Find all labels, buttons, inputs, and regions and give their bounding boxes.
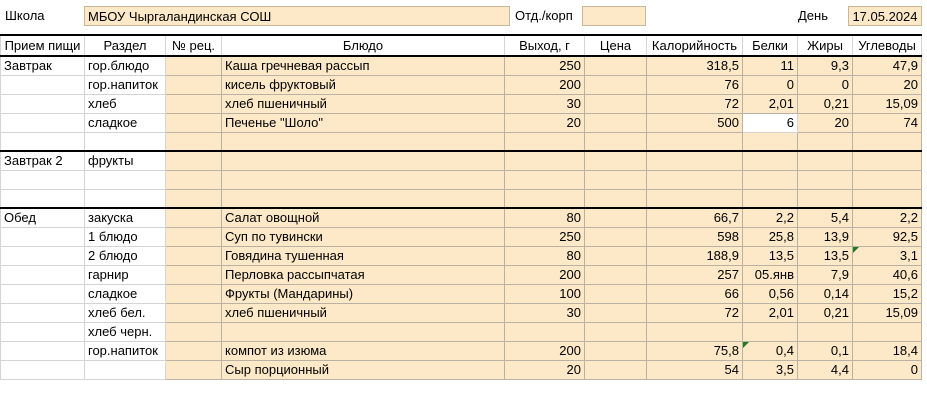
price-cell[interactable]: [585, 360, 647, 379]
price-cell[interactable]: [585, 113, 647, 132]
fat-cell[interactable]: [798, 189, 853, 208]
dish-cell[interactable]: Суп по тувински: [222, 227, 505, 246]
protein-cell[interactable]: 6: [743, 113, 798, 132]
dish-cell[interactable]: хлеб пшеничный: [222, 94, 505, 113]
column-header: Блюдо: [222, 35, 505, 56]
table-row: [1, 227, 922, 246]
dish-cell[interactable]: компот из изюма: [222, 341, 505, 360]
recipe-number-cell[interactable]: [166, 170, 222, 189]
column-header: Выход, г: [505, 35, 585, 56]
output-cell[interactable]: [505, 151, 585, 170]
output-cell[interactable]: [505, 189, 585, 208]
section-cell[interactable]: закуска: [85, 208, 166, 227]
carbs-cell[interactable]: 40,6: [853, 265, 922, 284]
fat-cell[interactable]: [798, 170, 853, 189]
protein-cell[interactable]: [743, 151, 798, 170]
output-cell[interactable]: 30: [505, 303, 585, 322]
table-row: [1, 132, 922, 151]
column-header-row: [1, 35, 922, 56]
calories-cell[interactable]: 76: [647, 75, 743, 94]
calories-cell[interactable]: 72: [647, 94, 743, 113]
carbs-cell[interactable]: 2,2: [853, 208, 922, 227]
section-cell[interactable]: [85, 360, 166, 379]
price-cell[interactable]: [585, 170, 647, 189]
dish-cell[interactable]: [222, 322, 505, 341]
recipe-number-cell[interactable]: [166, 208, 222, 227]
price-cell[interactable]: [585, 284, 647, 303]
meal-cell[interactable]: [1, 189, 85, 208]
dish-cell[interactable]: Перловка рассыпчатая: [222, 265, 505, 284]
protein-cell[interactable]: 05.янв: [743, 265, 798, 284]
recipe-number-cell[interactable]: [166, 227, 222, 246]
section-cell[interactable]: [85, 132, 166, 151]
table-row: [1, 360, 922, 379]
calories-cell[interactable]: [647, 189, 743, 208]
fat-cell[interactable]: [798, 322, 853, 341]
recipe-number-cell[interactable]: [166, 56, 222, 75]
recipe-number-cell[interactable]: [166, 265, 222, 284]
output-cell[interactable]: 20: [505, 360, 585, 379]
column-header: Раздел: [85, 35, 166, 56]
recipe-number-cell[interactable]: [166, 94, 222, 113]
calories-cell[interactable]: 66,7: [647, 208, 743, 227]
fat-cell[interactable]: 0,1: [798, 341, 853, 360]
recipe-number-cell[interactable]: [166, 113, 222, 132]
calories-cell[interactable]: 500: [647, 113, 743, 132]
section-cell[interactable]: хлеб бел.: [85, 303, 166, 322]
table-row: [1, 113, 922, 132]
calories-cell[interactable]: 598: [647, 227, 743, 246]
protein-cell[interactable]: 13,5: [743, 246, 798, 265]
fat-cell[interactable]: 0,14: [798, 284, 853, 303]
table-row: [1, 151, 922, 170]
column-header: Белки: [743, 35, 798, 56]
calories-cell[interactable]: 54: [647, 360, 743, 379]
recipe-number-cell[interactable]: [166, 132, 222, 151]
section-cell[interactable]: гор.блюдо: [85, 56, 166, 75]
table-row: [1, 303, 922, 322]
price-cell[interactable]: [585, 208, 647, 227]
fat-cell[interactable]: 7,9: [798, 265, 853, 284]
table-row: [1, 322, 922, 341]
meal-cell[interactable]: [1, 360, 85, 379]
dish-cell[interactable]: кисель фруктовый: [222, 75, 505, 94]
fat-cell[interactable]: 0,21: [798, 303, 853, 322]
fat-cell[interactable]: 13,9: [798, 227, 853, 246]
menu-table: [0, 34, 922, 380]
carbs-cell[interactable]: 0: [853, 360, 922, 379]
carbs-cell[interactable]: [853, 151, 922, 170]
recipe-number-cell[interactable]: [166, 151, 222, 170]
protein-cell[interactable]: 2,01: [743, 303, 798, 322]
meal-cell[interactable]: [1, 170, 85, 189]
fat-cell[interactable]: 20: [798, 113, 853, 132]
output-cell[interactable]: [505, 322, 585, 341]
fat-cell[interactable]: 4,4: [798, 360, 853, 379]
protein-cell[interactable]: [743, 170, 798, 189]
protein-cell[interactable]: [743, 322, 798, 341]
output-cell[interactable]: 250: [505, 56, 585, 75]
calories-cell[interactable]: [647, 151, 743, 170]
section-cell[interactable]: 2 блюдо: [85, 246, 166, 265]
table-row: [1, 265, 922, 284]
dish-cell[interactable]: [222, 170, 505, 189]
protein-cell[interactable]: [743, 189, 798, 208]
output-cell[interactable]: 200: [505, 75, 585, 94]
section-cell[interactable]: [85, 170, 166, 189]
output-cell[interactable]: 20: [505, 113, 585, 132]
dish-cell[interactable]: Печенье "Шоло": [222, 113, 505, 132]
dish-cell[interactable]: [222, 132, 505, 151]
section-cell[interactable]: сладкое: [85, 113, 166, 132]
dept-label: Отд./корп: [515, 8, 573, 23]
table-row: [1, 75, 922, 94]
dish-cell[interactable]: Говядина тушенная: [222, 246, 505, 265]
carbs-cell[interactable]: 20: [853, 75, 922, 94]
price-cell[interactable]: [585, 265, 647, 284]
recipe-number-cell[interactable]: [166, 341, 222, 360]
price-cell[interactable]: [585, 56, 647, 75]
fat-cell[interactable]: 13,5: [798, 246, 853, 265]
price-cell[interactable]: [585, 227, 647, 246]
dish-cell[interactable]: Сыр порционный: [222, 360, 505, 379]
column-header: Жиры: [798, 35, 853, 56]
carbs-cell[interactable]: 15,2: [853, 284, 922, 303]
protein-cell[interactable]: 0,4: [743, 341, 798, 360]
dish-cell[interactable]: Фрукты (Мандарины): [222, 284, 505, 303]
calories-cell[interactable]: [647, 170, 743, 189]
meal-cell[interactable]: [1, 341, 85, 360]
calories-cell[interactable]: 72: [647, 303, 743, 322]
section-cell[interactable]: хлеб: [85, 94, 166, 113]
calories-cell[interactable]: 318,5: [647, 56, 743, 75]
fat-cell[interactable]: 0: [798, 75, 853, 94]
fat-cell[interactable]: 0,21: [798, 94, 853, 113]
output-cell[interactable]: 30: [505, 94, 585, 113]
table-row: [1, 189, 922, 208]
menu-rows: [1, 56, 922, 379]
price-cell[interactable]: [585, 322, 647, 341]
dish-cell[interactable]: Салат овощной: [222, 208, 505, 227]
calories-cell[interactable]: 66: [647, 284, 743, 303]
section-cell[interactable]: гор.напиток: [85, 75, 166, 94]
price-cell[interactable]: [585, 75, 647, 94]
output-cell[interactable]: 80: [505, 208, 585, 227]
price-cell[interactable]: [585, 189, 647, 208]
price-cell[interactable]: [585, 151, 647, 170]
day-label: День: [798, 8, 828, 23]
carbs-cell[interactable]: [853, 132, 922, 151]
recipe-number-cell[interactable]: [166, 322, 222, 341]
section-cell[interactable]: хлеб черн.: [85, 322, 166, 341]
calories-cell[interactable]: 188,9: [647, 246, 743, 265]
calories-cell[interactable]: 75,8: [647, 341, 743, 360]
calories-cell[interactable]: 257: [647, 265, 743, 284]
dish-cell[interactable]: Каша гречневая рассып: [222, 56, 505, 75]
column-header: Калорийность: [647, 35, 743, 56]
dish-cell[interactable]: [222, 189, 505, 208]
meal-cell[interactable]: [1, 284, 85, 303]
protein-cell[interactable]: 25,8: [743, 227, 798, 246]
table-row: [1, 170, 922, 189]
price-cell[interactable]: [585, 132, 647, 151]
meal-cell[interactable]: Завтрак 2: [1, 151, 85, 170]
carbs-cell[interactable]: 15,09: [853, 94, 922, 113]
calories-cell[interactable]: [647, 132, 743, 151]
school-label: Школа: [5, 8, 45, 23]
section-cell[interactable]: гарнир: [85, 265, 166, 284]
carbs-cell[interactable]: 15,09: [853, 303, 922, 322]
carbs-cell[interactable]: 18,4: [853, 341, 922, 360]
recipe-number-cell[interactable]: [166, 284, 222, 303]
protein-cell[interactable]: 0: [743, 75, 798, 94]
carbs-cell[interactable]: [853, 322, 922, 341]
carbs-cell[interactable]: 92,5: [853, 227, 922, 246]
price-cell[interactable]: [585, 246, 647, 265]
output-cell[interactable]: [505, 132, 585, 151]
section-cell[interactable]: 1 блюдо: [85, 227, 166, 246]
price-cell[interactable]: [585, 94, 647, 113]
price-cell[interactable]: [585, 303, 647, 322]
calories-cell[interactable]: [647, 322, 743, 341]
section-cell[interactable]: гор.напиток: [85, 341, 166, 360]
recipe-number-cell[interactable]: [166, 303, 222, 322]
table-row: [1, 56, 922, 75]
table-row: [1, 341, 922, 360]
table-row: [1, 284, 922, 303]
recipe-number-cell[interactable]: [166, 360, 222, 379]
recipe-number-cell[interactable]: [166, 75, 222, 94]
section-cell[interactable]: [85, 189, 166, 208]
date-cell[interactable]: 17.05.2024: [848, 6, 922, 26]
column-header: Цена: [585, 35, 647, 56]
output-cell[interactable]: [505, 170, 585, 189]
meal-cell[interactable]: [1, 75, 85, 94]
meal-cell[interactable]: [1, 246, 85, 265]
section-cell[interactable]: фрукты: [85, 151, 166, 170]
protein-cell[interactable]: 2,2: [743, 208, 798, 227]
table-row: [1, 94, 922, 113]
carbs-cell[interactable]: 3,1: [853, 246, 922, 265]
protein-cell[interactable]: 11: [743, 56, 798, 75]
output-cell[interactable]: 200: [505, 265, 585, 284]
fat-cell[interactable]: [798, 151, 853, 170]
output-cell[interactable]: 80: [505, 246, 585, 265]
carbs-cell[interactable]: 47,9: [853, 56, 922, 75]
output-cell[interactable]: 100: [505, 284, 585, 303]
carbs-cell[interactable]: [853, 170, 922, 189]
meal-cell[interactable]: [1, 113, 85, 132]
protein-cell[interactable]: 2,01: [743, 94, 798, 113]
dept-cell[interactable]: [582, 6, 646, 26]
column-header: № рец.: [166, 35, 222, 56]
school-name-cell[interactable]: МБОУ Чыргаландинская СОШ: [84, 6, 510, 26]
column-header: Углеводы: [853, 35, 922, 56]
recipe-number-cell[interactable]: [166, 246, 222, 265]
meal-cell[interactable]: [1, 227, 85, 246]
section-cell[interactable]: сладкое: [85, 284, 166, 303]
fat-cell[interactable]: 9,3: [798, 56, 853, 75]
meal-cell[interactable]: [1, 132, 85, 151]
price-cell[interactable]: [585, 341, 647, 360]
protein-cell[interactable]: [743, 132, 798, 151]
carbs-cell[interactable]: [853, 189, 922, 208]
meal-cell[interactable]: [1, 303, 85, 322]
protein-cell[interactable]: 0,56: [743, 284, 798, 303]
output-cell[interactable]: 250: [505, 227, 585, 246]
output-cell[interactable]: 200: [505, 341, 585, 360]
fat-cell[interactable]: [798, 132, 853, 151]
table-row: [1, 246, 922, 265]
dish-cell[interactable]: [222, 151, 505, 170]
meal-cell[interactable]: Обед: [1, 208, 85, 227]
fat-cell[interactable]: 5,4: [798, 208, 853, 227]
sheet-header: [0, 0, 927, 32]
carbs-cell[interactable]: 74: [853, 113, 922, 132]
column-header: Прием пищи: [1, 35, 85, 56]
recipe-number-cell[interactable]: [166, 189, 222, 208]
meal-cell[interactable]: [1, 265, 85, 284]
meal-cell[interactable]: Завтрак: [1, 56, 85, 75]
meal-cell[interactable]: [1, 322, 85, 341]
dish-cell[interactable]: хлеб пшеничный: [222, 303, 505, 322]
table-row: [1, 208, 922, 227]
protein-cell[interactable]: 3,5: [743, 360, 798, 379]
meal-cell[interactable]: [1, 94, 85, 113]
